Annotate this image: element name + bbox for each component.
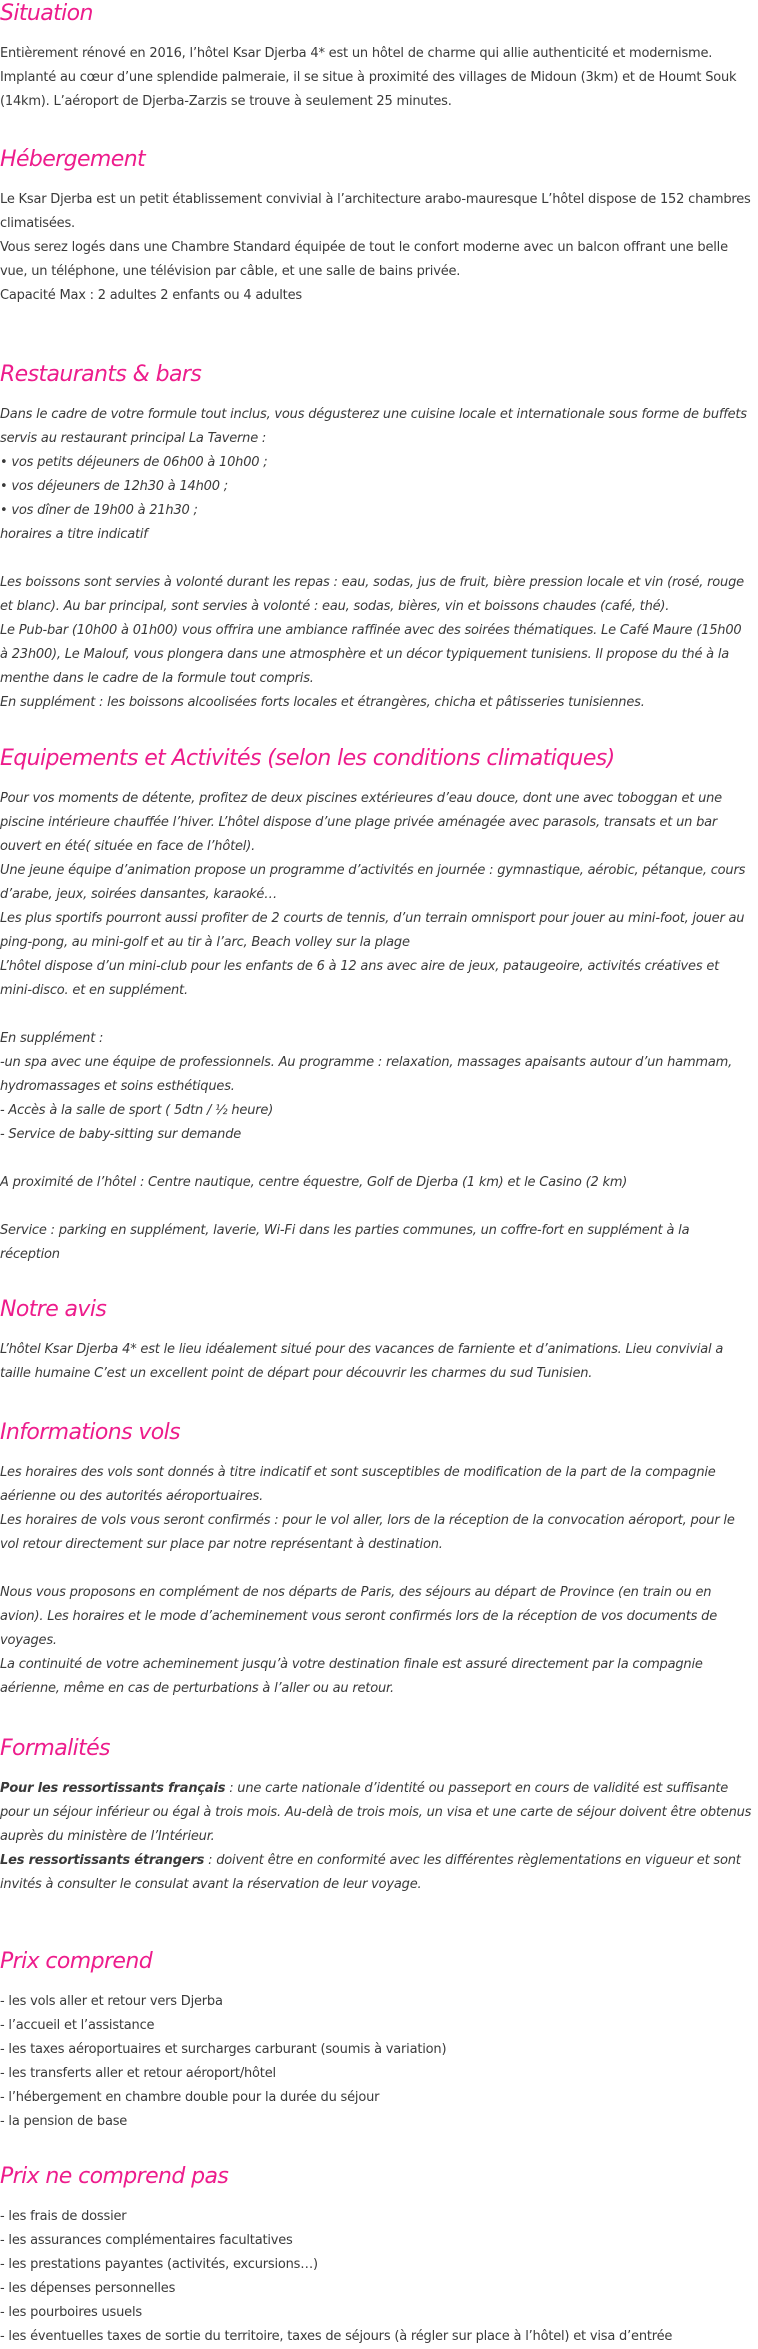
section-title-situation: Situation bbox=[0, 1, 93, 26]
vols-line: Nous vous proposons en complément de nos départs de Paris, des séjours au départ de Province (en train ou en avion). Les horaires et le mode d’acheminement vous seront confirmés lors de la réception de vos documents de voyages. bbox=[0, 1585, 717, 1648]
section-formalites bbox=[0, 1735, 752, 1897]
hebergement-line: Capacité Max : 2 adultes 2 enfants ou 4 adultes bbox=[0, 288, 302, 303]
section-title-restaurants: Restaurants & bars bbox=[0, 362, 202, 387]
restaurants-meal-item: • vos petits déjeuners de 06h00 à 10h00 ; bbox=[0, 455, 268, 470]
vols-line: Les horaires de vols vous seront confirmés : pour le vol aller, lors de la réception de la convocation aéroport, pour le vol retour directement sur place par notre représentant à destination. bbox=[0, 1513, 735, 1552]
prix-comprend-item: - les taxes aéroportuaires et surcharges carburant (soumis à variation) bbox=[0, 2042, 447, 2057]
prix-non-item: - les prestations payantes (activités, excursions…) bbox=[0, 2257, 318, 2272]
prix-comprend-item: - les transferts aller et retour aéroport/hôtel bbox=[0, 2066, 276, 2081]
section-title-avis: Notre avis bbox=[0, 1297, 107, 1322]
prix-comprend-item: - l’accueil et l’assistance bbox=[0, 2018, 155, 2033]
equipements-line: Une jeune équipe d’animation propose un programme d’activités en journée : gymnastique, aérobic, pétanque, cours d’arabe, jeux, soirées dansantes, karaoké… bbox=[0, 863, 746, 902]
restaurants-line: horaires a titre indicatif bbox=[0, 527, 148, 542]
prix-non-item: - les dépenses personnelles bbox=[0, 2281, 176, 2296]
equipements-service: Service : parking en supplément, laverie, Wi-Fi dans les parties communes, un coffre-fort en supplément à la réception bbox=[0, 1223, 690, 1262]
prix-non-item: - les frais de dossier bbox=[0, 2209, 127, 2224]
section-title-hebergement: Hébergement bbox=[0, 147, 146, 172]
section-avis bbox=[0, 1296, 752, 1386]
section-prix-non bbox=[0, 2163, 752, 2349]
vols-line: Les horaires des vols sont donnés à titre indicatif et sont susceptibles de modification de la part de la compagnie aérienne ou des autorités aéroportuaires. bbox=[0, 1465, 716, 1504]
equipements-supplement-line: -un spa avec une équipe de professionnels. Au programme : relaxation, massages apaisants autour d’un hammam, hydromassages et soins esthétiques. bbox=[0, 1055, 733, 1094]
prix-non-item: - les pourboires usuels bbox=[0, 2305, 142, 2320]
equipements-line: Les plus sportifs pourront aussi profiter de 2 courts de tennis, d’un terrain omnisport pour jouer au mini-foot, jouer au ping-pong, au mini-golf et au tir à l’arc, Beach volley sur la plage bbox=[0, 911, 745, 950]
section-title-prix-non: Prix ne comprend pas bbox=[0, 2164, 229, 2189]
hebergement-line: Le Ksar Djerba est un petit établissement convivial à l’architecture arabo-mauresque L’hôtel dispose de 152 chambres climatisées. bbox=[0, 192, 751, 231]
equipements-line: Pour vos moments de détente, profitez de deux piscines extérieures d’eau douce, dont une avec toboggan et une piscine intérieure chauffée l’hiver. L’hôtel dispose d’une plage privée aménagée avec parasols, transats et un bar ouvert en été( située en face de l’hôtel). bbox=[0, 791, 722, 854]
section-vols bbox=[0, 1419, 752, 1701]
section-situation bbox=[0, 0, 752, 114]
hebergement-line: Vous serez logés dans une Chambre Standard équipée de tout le confort moderne avec un balcon offrant une belle vue, un téléphone, une télévision par câble, et une salle de bains privée. bbox=[0, 240, 728, 279]
section-hebergement bbox=[0, 146, 752, 308]
restaurants-meal-item: • vos déjeuners de 12h30 à 14h00 ; bbox=[0, 479, 228, 494]
section-title-equipements: Equipements et Activités (selon les conditions climatiques) bbox=[0, 746, 615, 771]
restaurants-meal-item: • vos dîner de 19h00 à 21h30 ; bbox=[0, 503, 198, 518]
section-title-formalites: Formalités bbox=[0, 1736, 110, 1761]
prix-comprend-item: - la pension de base bbox=[0, 2114, 128, 2129]
equipements-supplement-line: - Accès à la salle de sport ( 5dtn / ½ heure) bbox=[0, 1103, 274, 1118]
section-prix-comprend bbox=[0, 1948, 752, 2134]
situation-text: Entièrement rénové en 2016, l’hôtel Ksar Djerba 4* est un hôtel de charme qui allie authenticité et modernisme. Implanté au cœur d’une splendide palmeraie, il se situe à proximité des villages de Midoun (3km) et de Houmt Souk (14km). L’aéroport de Djerba-Zarzis se trouve à seulement 25 minutes. bbox=[0, 46, 737, 109]
prix-comprend-item: - l’hébergement en chambre double pour la durée du séjour bbox=[0, 2090, 380, 2105]
avis-text: L’hôtel Ksar Djerba 4* est le lieu idéalement situé pour des vacances de farniente et d’animations. Lieu convivial a taille humaine C’est un excellent point de départ pour découvrir les charmes du sud Tunisien. bbox=[0, 1342, 724, 1381]
formalites-etrangers-text: : doivent être en conformité avec les différentes règlementations en vigueur et sont invités à consulter le consulat avant la réservation de leur voyage. bbox=[0, 1853, 741, 1892]
prix-comprend-item: - les vols aller et retour vers Djerba bbox=[0, 1994, 223, 2009]
prix-non-item: - les éventuelles taxes de sortie du territoire, taxes de séjours (à régler sur place à l’hôtel) et visa d’entrée bbox=[0, 2329, 673, 2344]
section-title-vols: Informations vols bbox=[0, 1420, 181, 1445]
formalites-etrangers bbox=[0, 1849, 752, 1897]
restaurants-line: Les boissons sont servies à volonté durant les repas : eau, sodas, jus de fruit, bière pression locale et vin (rosé, rouge et blanc). Au bar principal, sont servies à volonté : eau, sodas, bières, vin et boissons chaudes (café, thé). bbox=[0, 575, 744, 614]
formalites-francais bbox=[0, 1777, 752, 1849]
vols-line: La continuité de votre acheminement jusqu’à votre destination finale est assuré directement par la compagnie aérienne, même en cas de perturbations à l’aller ou au retour. bbox=[0, 1657, 703, 1696]
formalites-francais-text: : une carte nationale d’identité ou passeport en cours de validité est suffisante pour un séjour inférieur ou égal à trois mois. Au-delà de trois mois, un visa et une carte de séjour doivent être obtenus auprès du ministère de l’Intérieur. bbox=[0, 1781, 752, 1844]
equipements-proximite: A proximité de l’hôtel : Centre nautique, centre équestre, Golf de Djerba (1 km) et le Casino (2 km) bbox=[0, 1175, 628, 1190]
formalites-etrangers-label: Les ressortissants étrangers bbox=[0, 1853, 205, 1868]
restaurants-line: Le Pub-bar (10h00 à 01h00) vous offrira une ambiance raffinée avec des soirées thématiques. Le Café Maure (15h00 à 23h00), Le Malouf, vous plongera dans une atmosphère et un décor typiquement tunisiens. Il propose du thé à la menthe dans le cadre de la formule tout compris. bbox=[0, 623, 742, 686]
restaurants-line: En supplément : les boissons alcoolisées forts locales et étrangères, chicha et pâtisseries tunisiennes. bbox=[0, 695, 645, 710]
equipements-line: L’hôtel dispose d’un mini-club pour les enfants de 6 à 12 ans avec aire de jeux, pataugeoire, activités créatives et mini-disco. et en supplément. bbox=[0, 959, 720, 998]
section-restaurants bbox=[0, 361, 752, 715]
equipements-supplement-line: En supplément : bbox=[0, 1031, 104, 1046]
restaurants-line: Dans le cadre de votre formule tout inclus, vous dégusterez une cuisine locale et internationale sous forme de buffets servis au restaurant principal La Taverne : bbox=[0, 407, 747, 446]
prix-non-item: - les assurances complémentaires facultatives bbox=[0, 2233, 293, 2248]
section-equipements bbox=[0, 745, 752, 1267]
section-title-prix-comprend: Prix comprend bbox=[0, 1949, 153, 1974]
formalites-francais-label: Pour les ressortissants français bbox=[0, 1781, 226, 1796]
equipements-supplement-line: - Service de baby-sitting sur demande bbox=[0, 1127, 242, 1142]
